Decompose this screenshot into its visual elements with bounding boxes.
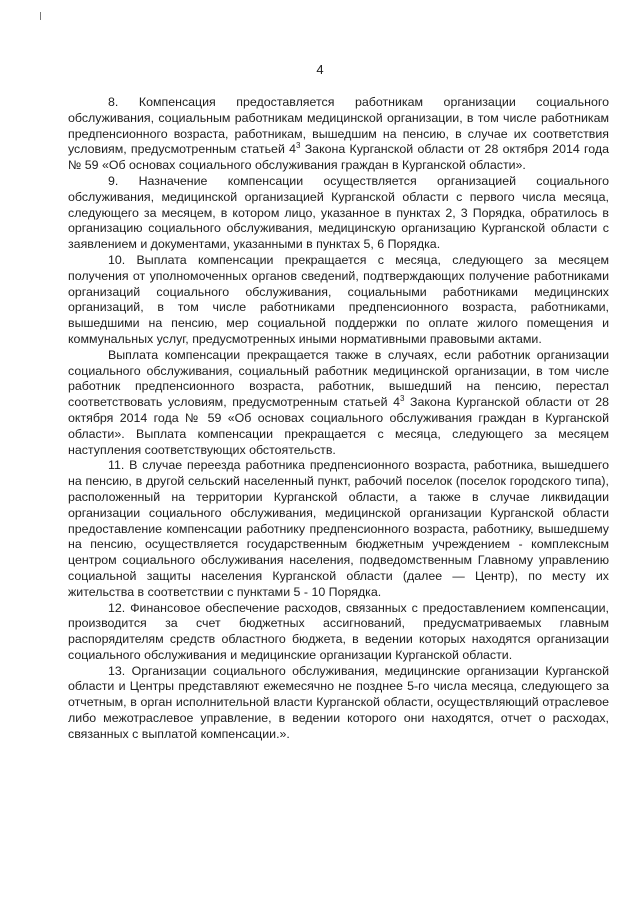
paragraph-8-text-b: Закона Курганской области от 28 октября 2014 года № 59 «Об основах социального обслуживания граждан в Курганской области». bbox=[68, 142, 609, 173]
paragraph-12: 12. Финансовое обеспечение расходов, связанных с предоставлением компенсации, производится за счет бюджетных ассигнований, предусматриваемых главным распорядителям средств областного бюджета, в ведении которых находятся организации социального обслуживания и медицинские организации Курганской области. bbox=[68, 600, 609, 662]
page-number: 4 bbox=[316, 62, 324, 77]
scan-mark bbox=[40, 12, 41, 20]
paragraph-10: 10. Выплата компенсации прекращается с месяца, следующего за месяцем получения от уполномоченных органов сведений, подтверждающих получение работниками организаций социального обслуживания, социальными работниками медицинских организаций, в том числе работниками предпенсионного возраста, работниками, вышедшими на пенсию, мер социальной поддержки по оплате жилого помещения и коммунальных услуг, предусмотренных иными нормативными правовыми актами. bbox=[68, 252, 609, 346]
paragraph-10-continuation-text-b: Закона Курганской области от 28 октября 2014 года № 59 «Об основах социального обслуживания граждан в Курганской области». Выплата компенсации прекращается с месяца, следующего за месяцем наступления соответствующих обстоятельств. bbox=[68, 395, 610, 457]
document-body bbox=[68, 95, 609, 743]
paragraph-11: 11. В случае переезда работника предпенсионного возраста, работника, вышедшего на пенсию, в другой сельский населенный пункт, рабочий поселок (поселок городского типа), расположенный на территории Курганской области, а также в случае ликвидации организации социального обслуживания, медицинской организации Курганской области предоставление компенсации работнику предпенсионного возраста, работнику, вышедшему на пенсию, осуществляется государственным бюджетным учреждением - комплексным центром социального обслуживания населения, подведомственным Главному управлению социальной защиты населения Курганской области (далее — Центр), по месту их жительства в соответствии с пунктами 5 - 10 Порядка. bbox=[68, 458, 609, 599]
paragraph-13: 13. Организации социального обслуживания, медицинские организации Курганской области и Центры представляют ежемесячно не позднее 5-го числа месяца, следующего за отчетным, в орган исполнительной власти Курганской области, осуществляющий отраслевое либо межотраслевое управление, в ведении которого они находятся, отчет о расходах, связанных с выплатой компенсации.». bbox=[68, 663, 609, 741]
paragraph-8-superscript: 3 bbox=[296, 141, 301, 151]
paragraph-10-continuation-superscript: 3 bbox=[399, 394, 405, 404]
paragraph-8 bbox=[68, 95, 609, 174]
paragraph-9: 9. Назначение компенсации осуществляется организацией социального обслуживания, медицинской организацией Курганской области с первого числа месяца, следующего за месяцем, в котором лицо, указанное в пунктах 2, 3 Порядка, обратилось в организацию социального обслуживания, медицинскую организацию Курганской области с заявлением и документами, указанными в пунктах 5, 6 Порядка. bbox=[68, 173, 609, 252]
paragraph-10-continuation-text-a: Выплата компенсации прекращается также в случаях, если работник организации социального обслуживания, социальный работник медицинской организации, в том числе работник предпенсионного возраста, работник, вышедший на пенсию, перестал соответствовать условиям, предусмотренным статьей 4 bbox=[68, 347, 609, 410]
paragraph-10-continuation bbox=[68, 348, 609, 459]
paragraph-8-text-a: 8. Компенсация предоставляется работникам организации социального обслуживания, социальным работникам медицинской организации, в том числе работникам предпенсионного возраста, работникам, вышедшим на пенсию, в случае их соответствия условиям, предусмотренным статьей 4 bbox=[68, 95, 609, 157]
